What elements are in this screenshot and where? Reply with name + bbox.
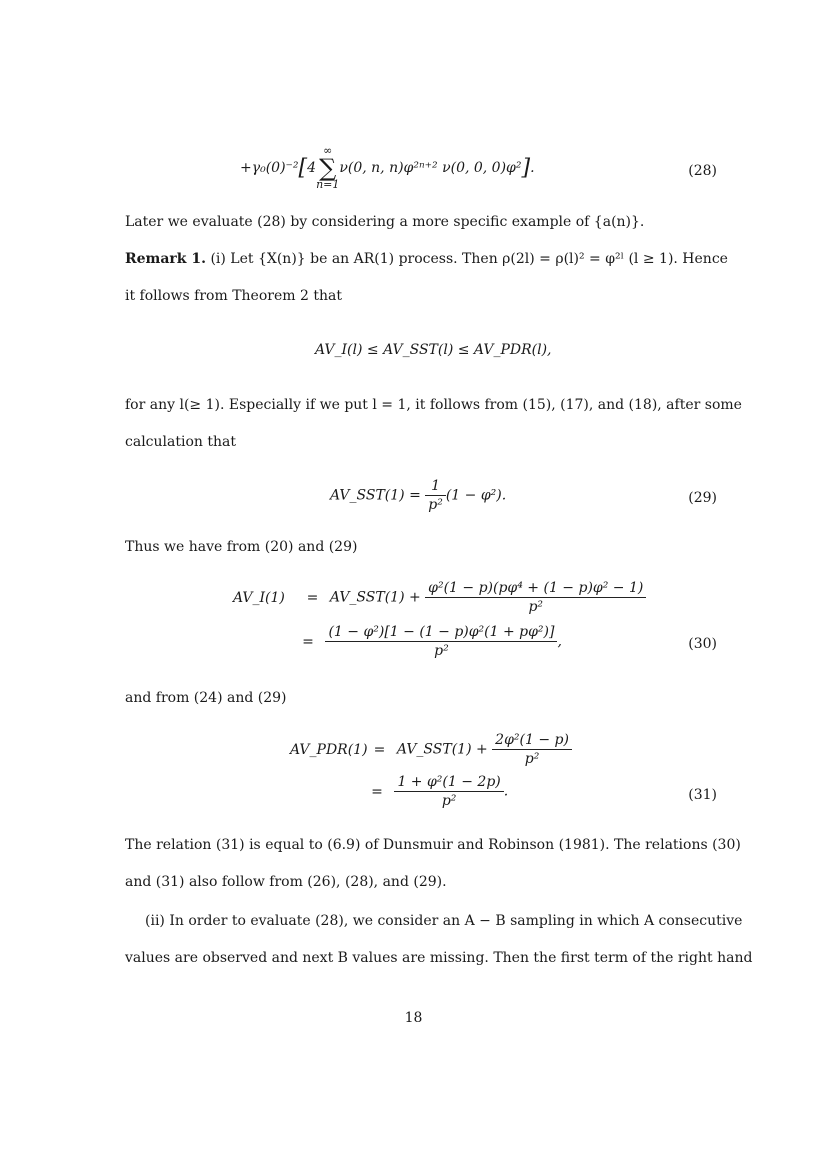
eq30-tail: , [557,633,562,650]
right-bracket: ] [521,155,531,181]
eq28-number: (28) [688,163,717,179]
eq30-term1: AV_SST(1) + [329,589,421,606]
equation-28 [240,145,535,191]
remark-line-1 [125,250,728,268]
eq31-number: (31) [688,787,717,803]
eq29-number: (29) [688,490,717,506]
eq29-fraction [425,478,446,513]
remark-label: Remark 1. [125,251,206,267]
equation-30-row2 [295,624,562,659]
eq28-prefix: +γ₀(0)⁻² [240,160,299,176]
equation-30-row1 [233,580,646,615]
eq30-equals-1: = [306,589,319,606]
eq28-coef: 4 [307,160,317,176]
eq31-denominator-1: p² [524,751,540,767]
eq31-numerator-2: 1 + φ²(1 − 2p) [397,774,501,790]
remark-line-2: it follows from Theorem 2 that [125,288,342,304]
eq30-numerator-1: φ²(1 − p)(pφ⁴ + (1 − p)φ² − 1) [428,580,644,596]
paragraph-relation-2: and (31) also follow from (26), (28), and (29). [125,874,447,890]
sigma-icon: ∑ [319,154,337,182]
eq31-denominator-2: p² [441,793,457,809]
eq31-equals-1: = [373,741,386,758]
sum-upper-limit: ∞ [323,144,333,157]
left-bracket: [ [298,155,308,181]
summation [316,145,339,191]
paragraph-order-1: (ii) In order to evaluate (28), we consider an A − B sampling in which A consecutive [145,913,743,929]
eq28-tail: . [530,160,535,176]
paragraph-for-any-2: calculation that [125,434,236,450]
paragraph-and-from: and from (24) and (29) [125,690,287,706]
sum-lower-limit: n=1 [316,178,340,191]
eq30-denominator-2: p² [434,643,449,659]
eq29-numerator: 1 [431,478,441,494]
eq30-number: (30) [688,636,717,652]
eq31-equals-2: = [371,783,383,800]
eq31-fraction-2 [394,774,503,809]
eq31-tail: . [503,783,509,800]
paragraph-for-any-1: for any l(≥ 1). Especially if we put l = 1, it follows from (15), (17), and (18), after some [125,397,742,413]
remark-text-1: (i) Let {X(n)} be an AR(1) process. Then ρ(2l) = ρ(l)² = φ²ˡ (l ≥ 1). Hence [210,251,728,267]
eq31-numerator-1: 2φ²(1 − p) [495,732,569,748]
paragraph-thus: Thus we have from (20) and (29) [125,539,358,555]
equation-31-row1 [290,732,572,767]
eq31-term1: AV_SST(1) + [396,741,488,758]
eq29-lhs: AV_SST(1) = [330,487,421,504]
eq30-lhs: AV_I(1) [233,589,285,606]
equation-31-row2 [364,774,508,809]
eq30-fraction-2 [325,624,557,659]
inequality: AV_I(l) ≤ AV_SST(l) ≤ AV_PDR(l), [315,342,552,358]
eq29-denominator: p² [428,497,443,513]
paragraph-relation-1: The relation (31) is equal to (6.9) of Dunsmuir and Robinson (1981). The relations (30) [125,837,741,853]
eq30-numerator-2: (1 − φ²)[1 − (1 − p)φ²(1 + pφ²)] [328,624,555,640]
eq31-fraction-1 [492,732,572,767]
eq29-rhs: (1 − φ²). [445,487,507,504]
eq28-body: ν(0, n, n)φ²ⁿ⁺² ν(0, 0, 0)φ² [339,160,522,176]
eq30-denominator-1: p² [528,599,544,615]
paragraph-later: Later we evaluate (28) by considering a more specific example of {a(n)}. [125,214,645,230]
eq30-equals-2: = [302,633,314,650]
eq30-fraction-1 [425,580,646,615]
equation-29 [330,478,506,513]
eq31-lhs: AV_PDR(1) [290,741,368,758]
paragraph-order-2: values are observed and next B values are missing. Then the first term of the right hand [125,950,753,966]
page-number: 18 [404,1010,423,1026]
